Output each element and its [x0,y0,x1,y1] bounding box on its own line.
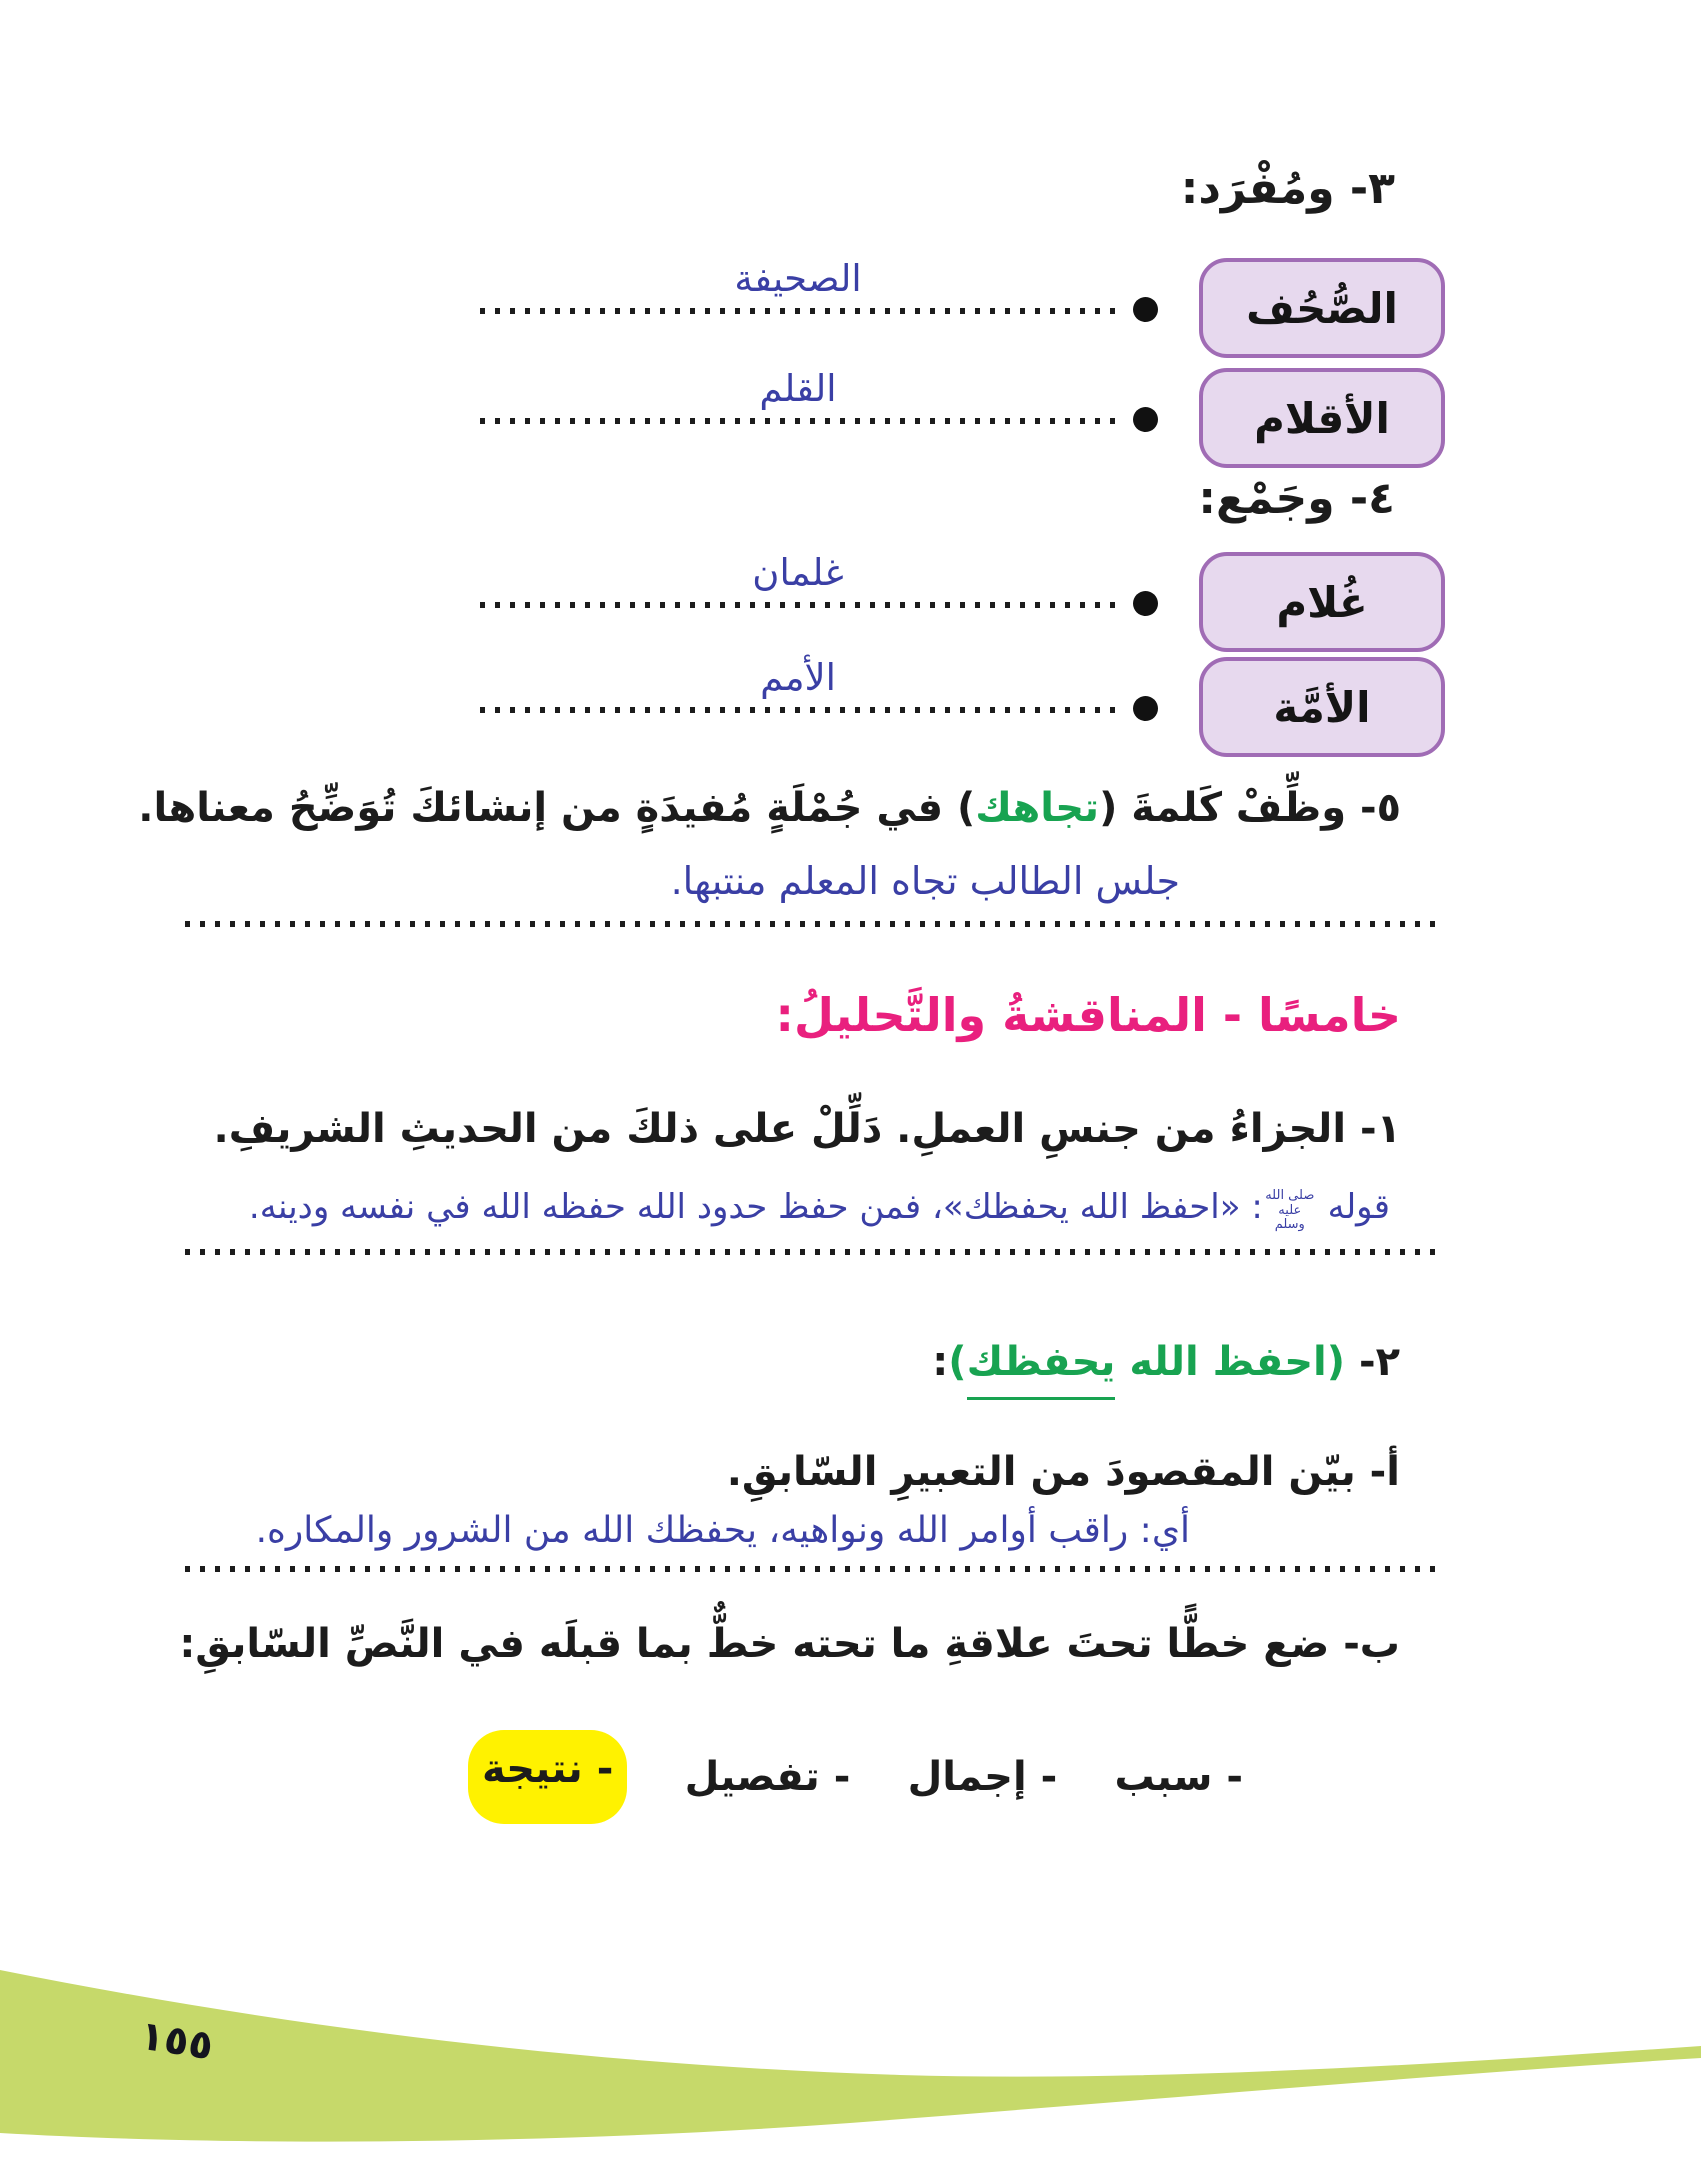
swoosh-shape [0,1970,1701,2142]
q1-answer-rest: : «احفظ الله يحفظك»، فمن حفظ حدود الله حفظه الله في نفسه ودينه. [248,1187,1263,1227]
option-natija-highlighted[interactable]: - نتيجة [468,1730,627,1824]
bullet-icon [1133,407,1158,432]
q2-number: ٢- [1345,1339,1400,1385]
dotted-line [480,418,1116,424]
answer-blank[interactable] [480,643,1116,713]
handwritten-answer: الصحيفة [734,256,862,300]
answer-blank[interactable] [185,1249,1437,1255]
answer-blank[interactable] [480,538,1116,608]
answer-blank[interactable] [185,921,1437,927]
dotted-line [480,602,1116,608]
sallallahu-alayhi-wasallam-mark: صلى الله عليه وسلم [1265,1188,1315,1232]
item5-question [138,782,1401,834]
q2-phrase-close: ) [948,1339,967,1385]
footer-swoosh-band [0,1854,1701,2174]
dotted-line [480,707,1116,713]
q2-text [932,1336,1400,1388]
item3-heading: ٣- ومُفْرَد: [1180,163,1395,214]
q1-text: ١- الجزاءُ من جنسِ العملِ. دَلِّلْ على ذلكَ من الحديثِ الشريفِ. [213,1106,1401,1152]
handwritten-answer: القلم [759,366,837,410]
q2-colon: : [932,1339,949,1385]
page-number: ١٥٥ [136,2012,217,2070]
bullet-icon [1133,696,1158,721]
term-box-umma: الأمَّة [1199,657,1445,757]
handwritten-answer: غلمان [752,550,844,594]
item5-suffix: ) في جُمْلَةٍ مُفيدَةٍ من إنشائكَ تُوَضِّحُ معناها. [138,785,976,831]
answer-blank[interactable] [480,354,1116,424]
option-ijmal[interactable]: - إجمال [907,1754,1058,1800]
item5-prefix: ٥- وظِّفْ كَلمةَ ( [1099,785,1401,831]
options-row [468,1722,1243,1832]
q2a-handwritten-answer: أي: راقب أوامر الله ونواهيه، يحفظك الله من الشرور والمكاره. [255,1510,1190,1551]
q1-answer-prefix: قوله [1316,1187,1390,1227]
bullet-icon [1133,591,1158,616]
bullet-icon [1133,297,1158,322]
term-box-aqlam: الأقلام [1199,368,1445,468]
q2-phrase-open: (احفظ الله [1115,1339,1346,1385]
answer-blank[interactable] [480,244,1116,314]
q2a-text: أ- بيّن المقصودَ من التعبيرِ السّابقِ. [726,1449,1400,1495]
q2b-text: ب- ضع خطًّا تحتَ علاقةِ ما تحته خطٌّ بما قبلَه في النَّصِّ السّابقِ: [179,1621,1400,1667]
dotted-line [480,308,1116,314]
item5-handwritten-answer: جلس الطالب تجاه المعلم منتبها. [670,859,1180,903]
option-tafsil[interactable]: - تفصيل [684,1754,851,1800]
q2-underlined-word: يحفظك [967,1339,1116,1400]
handwritten-answer: الأمم [760,655,836,699]
item5-keyword: تجاهك [975,785,1100,831]
answer-blank[interactable] [185,1566,1437,1572]
section-heading-discussion: خامسًا - المناقشةُ والتَّحليلُ: [775,988,1401,1042]
option-sabab[interactable]: - سبب [1114,1754,1243,1800]
term-box-suhuf: الصُّحُف [1199,258,1445,358]
term-box-ghulam: غُلام [1199,552,1445,652]
item4-heading: ٤- وجَمْع: [1198,473,1395,524]
q1-handwritten-answer [249,1186,1390,1232]
